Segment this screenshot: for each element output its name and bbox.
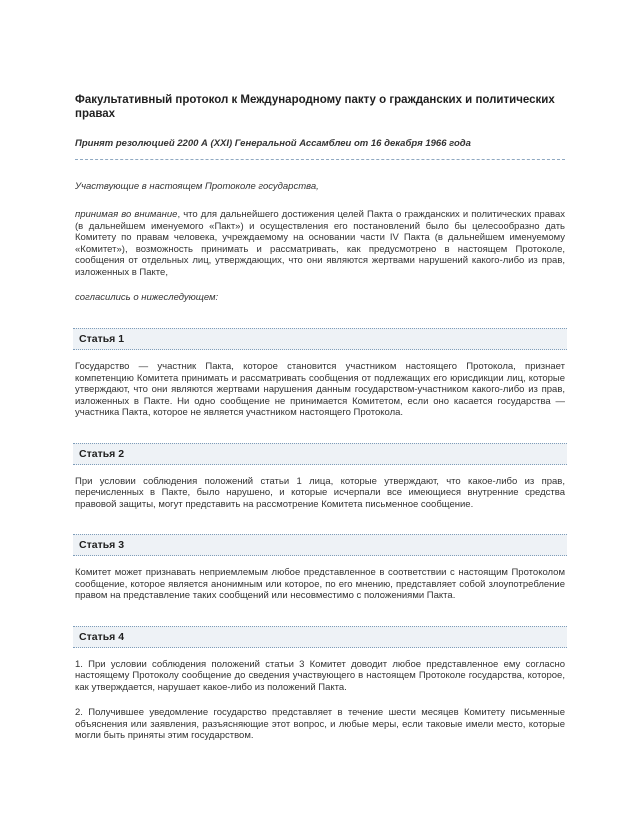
article-1-paragraph-1: Государство — участник Пакта, которое становится участником настоящего Протокола, признает компетенцию Комитета принимать и рассматривать сообщения от подлежащих его юрисдикции лиц, которые утверждают, что они являются жертвами нарушения данным государством-участником какого-либо из прав, изложенных в Пакте. Ни одно сообщение не принимается Комитетом, если оно касается государства — участника Пакта, которое не является участником настоящего Протокола. <box>75 361 565 418</box>
article-1 <box>75 328 565 419</box>
article-3-heading: Статья 3 <box>73 534 567 556</box>
article-4-paragraph-1: 1. При условии соблюдения положений статьи 3 Комитет доводит любое представленное ему согласно настоящему Протоколу сообщение до сведения участвующего в настоящем Протоколе государства, которое, как утверждается, нарушает какое-либо из положений Пакта. <box>75 658 565 693</box>
preamble-lead-phrase: принимая во внимание <box>75 209 178 220</box>
article-1-heading: Статья 1 <box>73 328 567 350</box>
article-2-heading: Статья 2 <box>73 443 567 465</box>
article-4 <box>75 626 565 742</box>
document-title: Факультативный протокол к Международному пакту о гражданских и политических правах <box>75 94 555 120</box>
separator-rule <box>75 159 565 160</box>
article-3 <box>75 534 565 602</box>
preamble-paragraph <box>75 209 565 278</box>
preamble-body-text: , что для дальнейшего достижения целей Пакта о гражданских и политических правах (в дальнейшем именуемого «Пакт») и осуществления его постановлений было бы целесообразно дать Комитету по правам человека, учреждаемому на основании части IV Пакта (в дальнейшем именуемому «Комитет»), возможность принимать и рассматривать, как предусмотрено в настоящем Протоколе, сообщения от отдельных лиц, утверждающих, что они являются жертвами нарушений какого-либо из прав, изложенных в Пакте, <box>75 209 565 278</box>
article-2-paragraph-1: При условии соблюдения положений статьи 1 лица, которые утверждают, что какое-либо из прав, перечисленных в Пакте, было нарушено, и которые исчерпали все имеющиеся внутренние средства правовой защиты, могут представить на рассмотрение Комитета письменное сообщение. <box>75 475 565 510</box>
article-4-heading: Статья 4 <box>73 626 567 648</box>
article-4-paragraph-2: 2. Получившее уведомление государство представляет в течение шести месяцев Комитету письменные объяснения или заявления, разъясняющие этот вопрос, и любые меры, если таковые имели место, которые могли быть приняты этим государством. <box>75 707 565 741</box>
article-3-paragraph-1: Комитет может признавать неприемлемым любое представленное в соответствии с настоящим Протоколом сообщение, которое является анонимным или которое, по его мнению, представляет собой злоупотребление правом на представление таких сообщений или несовместимо с положениями Пакта. <box>75 567 565 601</box>
preamble-agreed: согласились о нижеследующем: <box>75 292 219 303</box>
preamble-intro: Участвующие в настоящем Протоколе государства, <box>75 181 319 192</box>
document-subtitle: Принят резолюцией 2200 А (XXI) Генеральной Ассамблеи от 16 декабря 1966 года <box>75 138 471 149</box>
article-2 <box>75 443 565 511</box>
